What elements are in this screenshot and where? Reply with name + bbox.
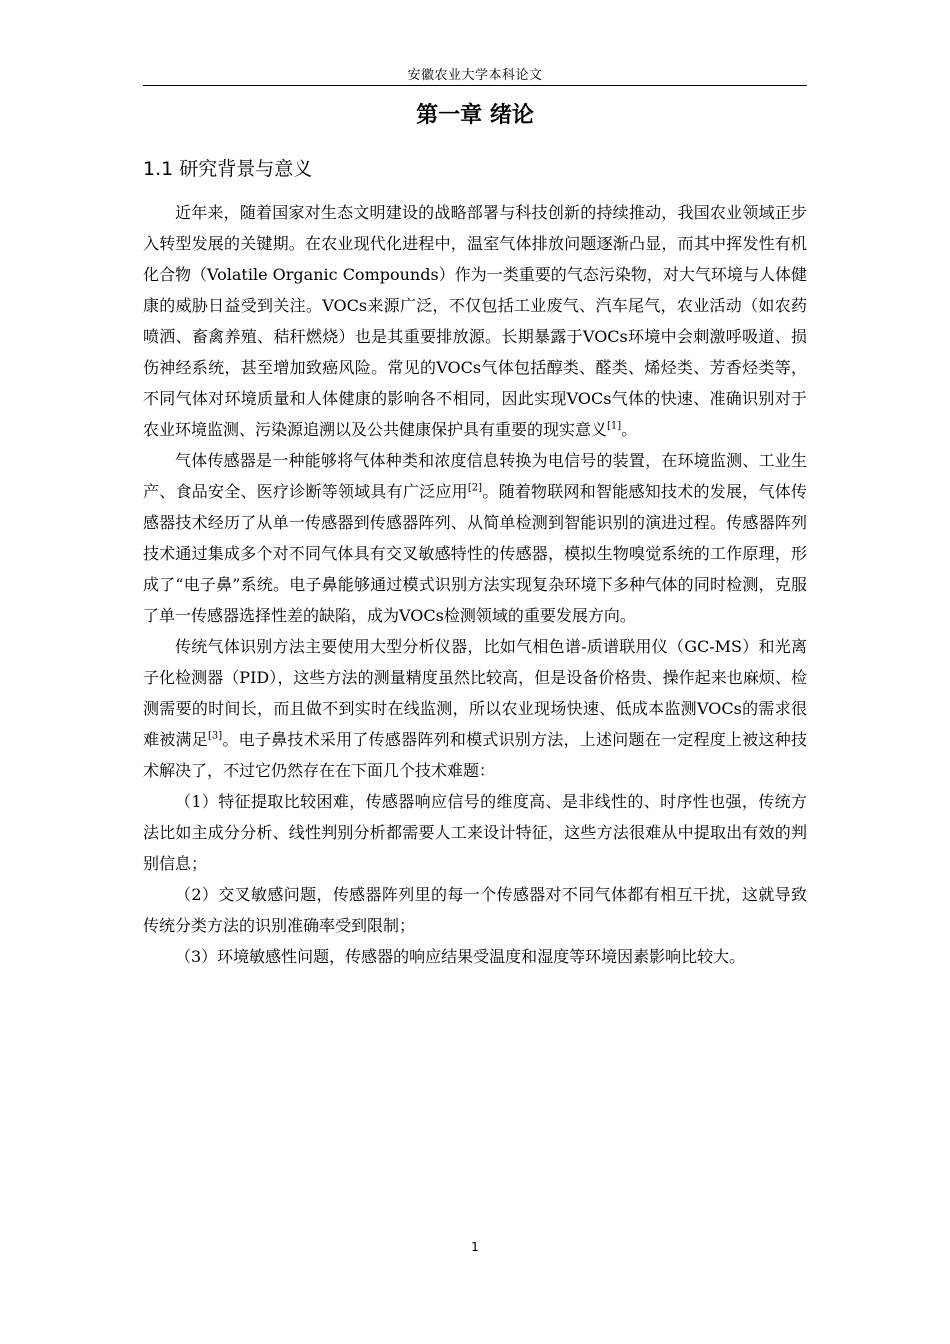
paragraph-1-tail: 。: [621, 420, 638, 439]
list-item-2-text: （2）交叉敏感问题，传感器阵列里的每一个传感器对不同气体都有相互干扰，这就导致传统分类方法的识别准确率受到限制；: [143, 885, 807, 935]
citation-2: [2]: [467, 482, 483, 494]
list-item-1-text: （1）特征提取比较困难，传感器响应信号的维度高、是非线性的、时序性也强，传统方法比如主成分分析、线性判别分析都需要人工来设计特征，这些方法很难从中提取出有效的判别信息；: [143, 792, 807, 873]
chapter-title: 第一章 绪论: [416, 103, 534, 128]
paragraph-2: [143, 445, 807, 631]
list-item-2: [143, 879, 807, 941]
citation-1: [1]: [607, 420, 622, 432]
citation-3: [3]: [207, 730, 223, 742]
list-item-3-text: （3）环境敏感性问题，传感器的响应结果受温度和湿度等环境因素影响比较大。: [175, 947, 746, 966]
body-text: [143, 197, 807, 972]
section-heading: 1.1 研究背景与意义: [143, 158, 313, 180]
paragraph-3: [143, 631, 807, 786]
paragraph-3-tail: 。电子鼻技术采用了传感器阵列和模式识别方法，上述问题在一定程度上被这种技术解决了，不过它仍然存在在下面几个技术难题：: [143, 730, 807, 780]
list-item-1: [143, 786, 807, 879]
paragraph-2-tail: 。随着物联网和智能感知技术的发展，气体传感器技术经历了从单一传感器到传感器阵列、从简单检测到智能识别的演进过程。传感器阵列技术通过集成多个对不同气体具有交叉敏感特性的传感器，模拟生物嗅觉系统的工作原理，形成了“电子鼻”系统。电子鼻能够通过模式识别方法实现复杂环境下多种气体的同时检测，克服了单一传感器选择性差的缺陷，成为VOCs检测领域的重要发展方向。: [143, 482, 807, 625]
list-item-3: [143, 941, 807, 972]
paragraph-2-text: 气体传感器是一种能够将气体种类和浓度信息转换为电信号的装置，在环境监测、工业生产、食品安全、医疗诊断等领域具有广泛应用: [143, 451, 807, 501]
paragraph-1: [143, 197, 807, 445]
paragraph-1-text: 近年来，随着国家对生态文明建设的战略部署与科技创新的持续推动，我国农业领域正步入转型发展的关键期。在农业现代化进程中，温室气体排放问题逐渐凸显，而其中挥发性有机化合物（Volatile Organic Compounds）作为一类重要的气态污染物，对大气环境与人体健康的威胁日益受到关注。VOCs来源广泛，不仅包括工业废气、汽车尾气，农业活动（如农药喷洒、畜禽养殖、秸秆燃烧）也是其重要排放源。长期暴露于VOCs环境中会刺激呼吸道、损伤神经系统，甚至增加致癌风险。常见的VOCs气体包括醇类、醛类、烯烃类、芳香烃类等，不同气体对环境质量和人体健康的影响各不相同，因此实现VOCs气体的快速、准确识别对于农业环境监测、污染源追溯以及公共健康保护具有重要的现实意义: [143, 203, 807, 439]
running-header: 安徽农业大学本科论文: [407, 68, 543, 83]
header-rule: [143, 85, 807, 86]
paragraph-3-text: 传统气体识别方法主要使用大型分析仪器，比如气相色谱-质谱联用仪（GC-MS）和光离子化检测器（PID），这些方法的测量精度虽然比较高，但是设备价格贵、操作起来也麻烦、检测需要的时间长，而且做不到实时在线监测，所以农业现场快速、低成本监测VOCs的需求很难被满足: [143, 637, 807, 749]
page-number: 1: [471, 1240, 479, 1254]
